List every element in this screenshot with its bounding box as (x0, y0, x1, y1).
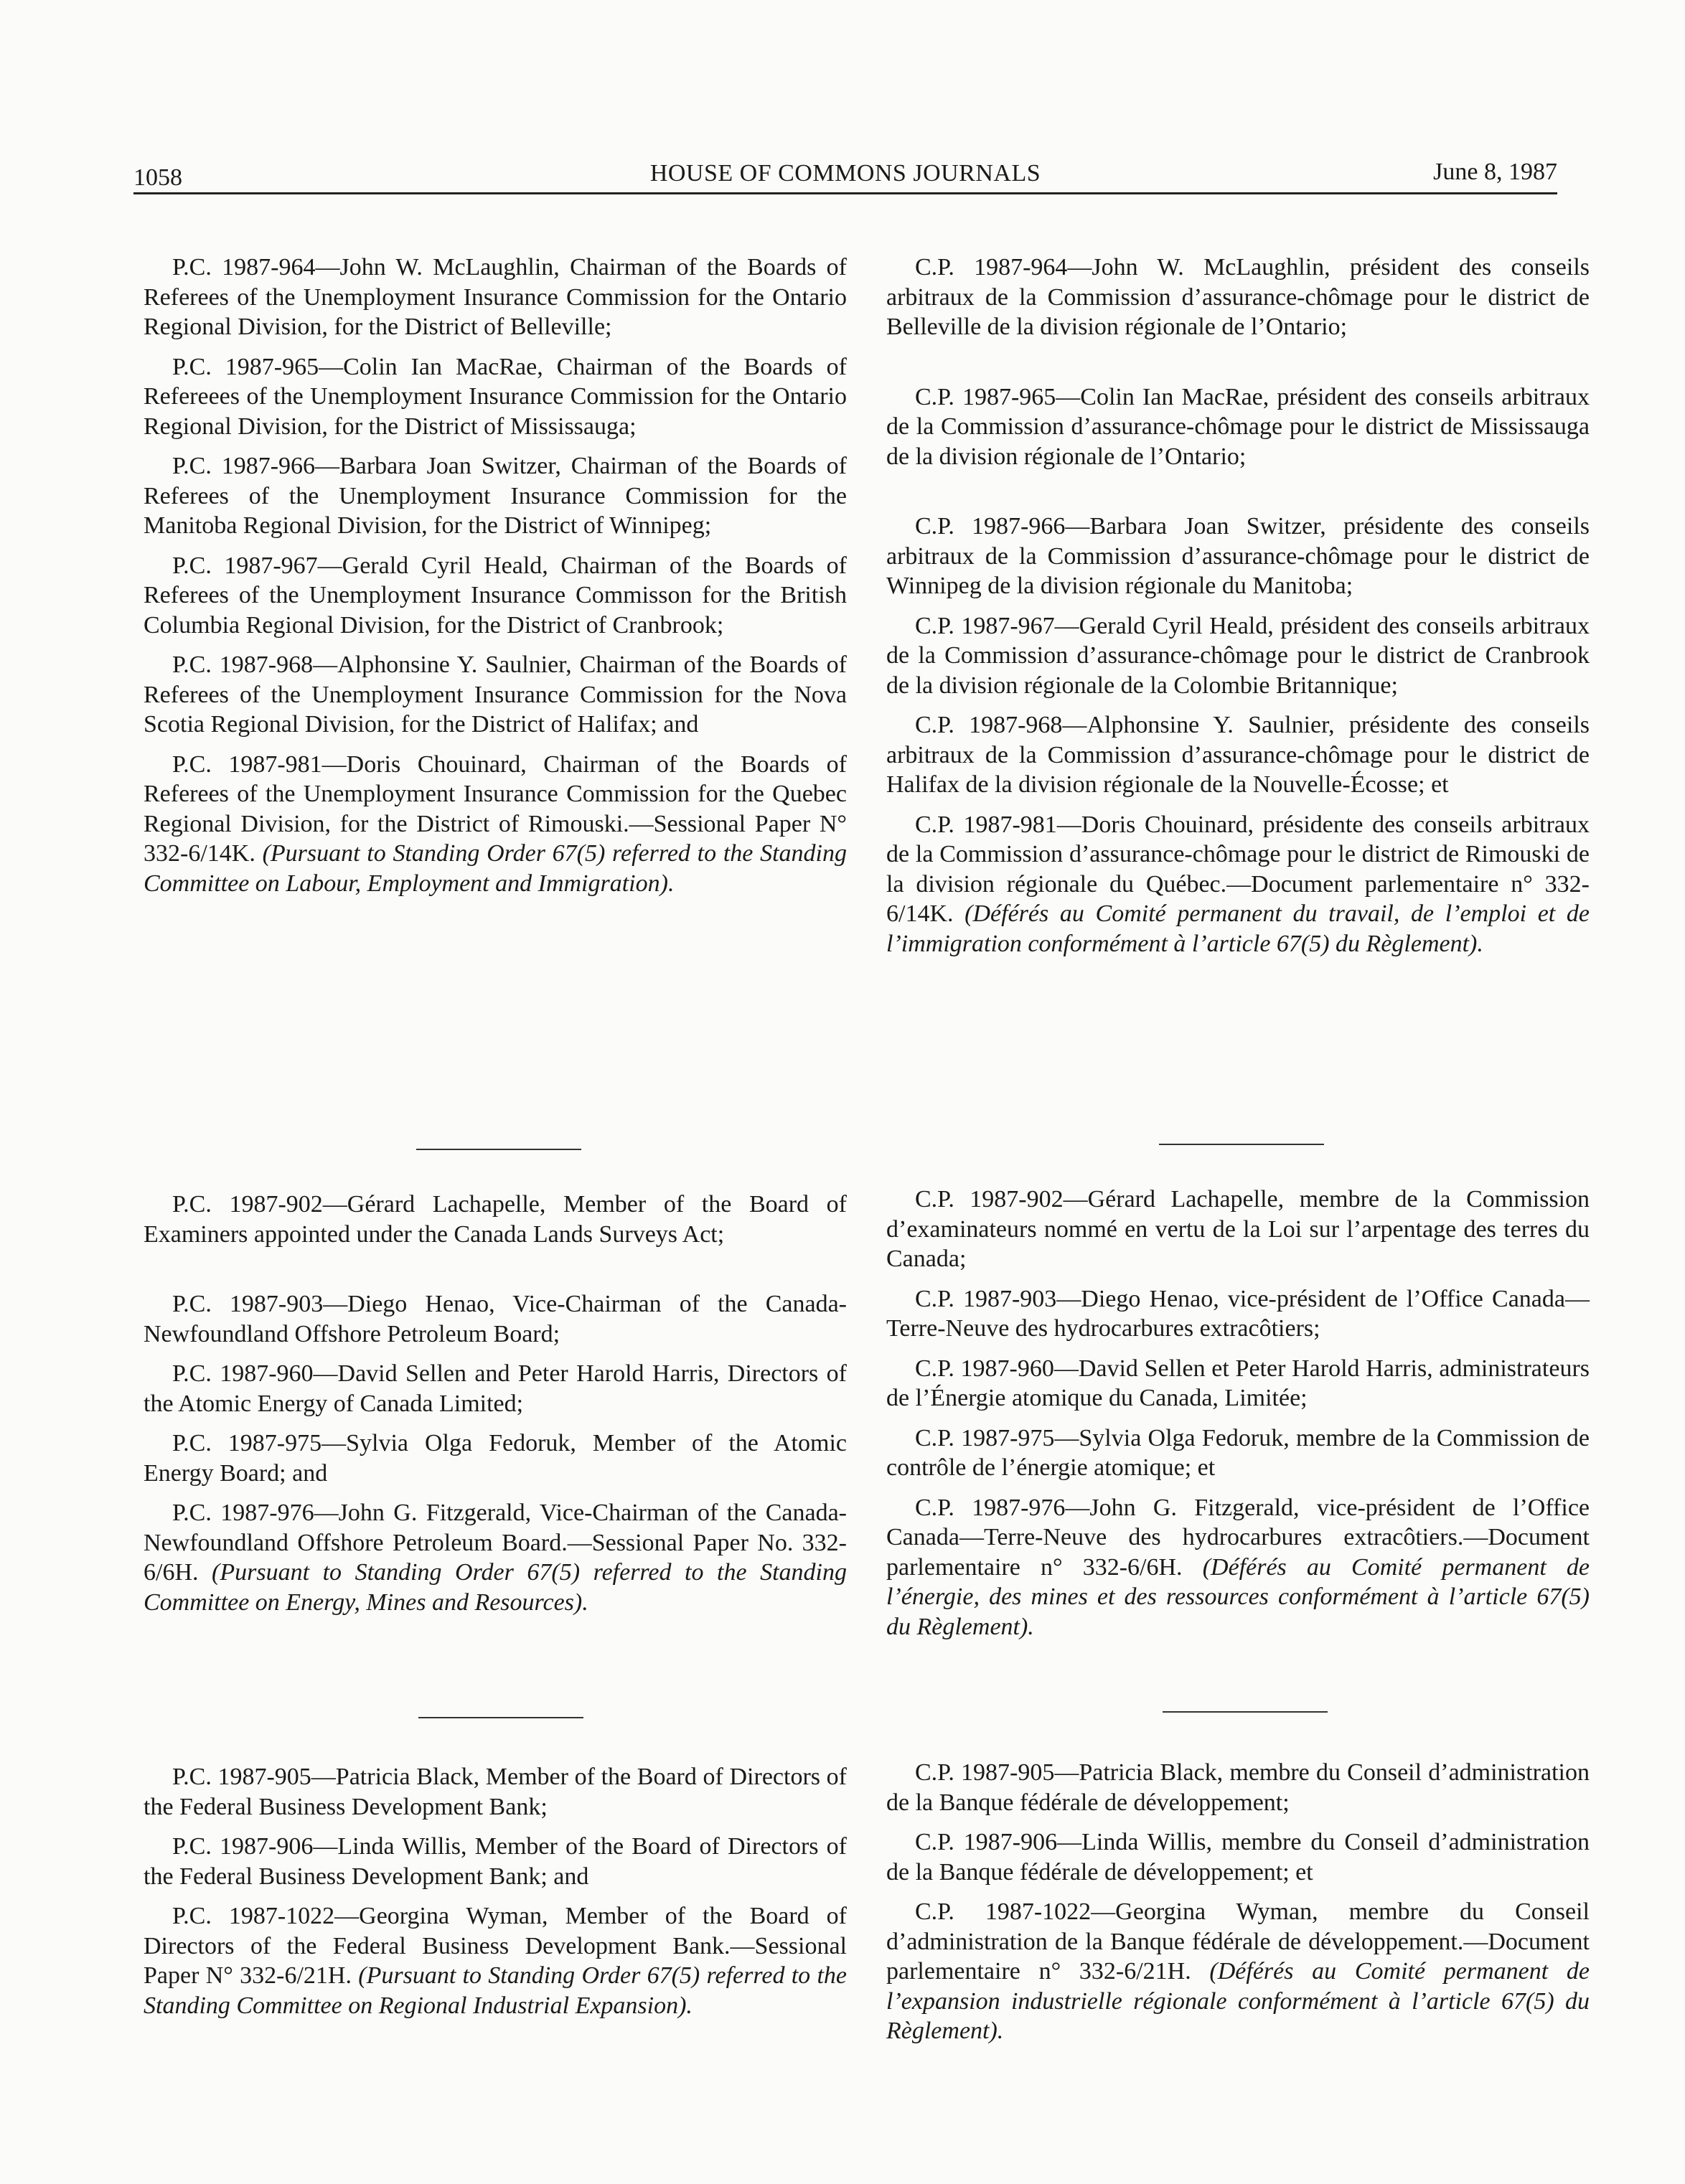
order-in-council-entry: C.P. 1987-903—Diego Henao, vice-président de l’Office Canada—Terre-Neuve des hydrocarbures extracôtiers; (886, 1285, 1590, 1342)
order-in-council-entry: C.P. 1987-1022—Georgina Wyman, membre du Conseil d’administration de la Banque fédérale de développement.—Document parlementaire n° 332-6/21H. (Déférés au Comité permanent de l’expansion industrielle régionale conformément à l’article 67(5) du Règlement). (886, 1898, 1590, 2044)
order-in-council-entry: P.C. 1987-903—Diego Henao, Vice-Chairman of the Canada-Newfoundland Offshore Petroleum Board; (144, 1291, 847, 1347)
journal-title: HOUSE OF COMMONS JOURNALS (649, 160, 1041, 187)
order-in-council-entry: C.P. 1987-902—Gérard Lachapelle, membre de la Commission d’examinateurs nommé en vertu de la Loi sur l’arpentage des terres du Canada; (886, 1186, 1590, 1272)
order-in-council-entry: P.C. 1987-965—Colin Ian MacRae, Chairman of the Boards of Refereees of the Unemployment Insurance Commission for the Ontario Regional Division, for the District of Mississauga; (144, 353, 847, 440)
order-in-council-entry: P.C. 1987-981—Doris Chouinard, Chairman of the Boards of Referees of the Unemployment Insurance Commission for the Quebec Regional Division, for the District of Rimouski.—Sessional Paper N° 332-6/14K. (Pursuant to Standing Order 67(5) referred to the Standing Committee on Labour, Employment and Immigration). (144, 750, 847, 897)
order-in-council-entry: P.C. 1987-905—Patricia Black, Member of the Board of Directors of the Federal Business Development Bank; (144, 1764, 847, 1820)
order-in-council-entry: C.P. 1987-976—John G. Fitzgerald, vice-président de l’Office Canada—Terre-Neuve des hydrocarbures extracôtiers.—Document parlementaire n° 332-6/6H. (Déférés au Comité permanent de l’énergie, des mines et des ressources conformément à l’article 67(5) du Règlement). (886, 1494, 1590, 1640)
section-2-french (886, 1185, 1590, 1642)
order-in-council-entry: C.P. 1987-968—Alphonsine Y. Saulnier, présidente des conseils arbitraux de la Commission d’assurance-chômage pour le district de Halifax de la division régionale de la Nouvelle-Écosse; et (886, 712, 1590, 798)
order-in-council-entry: C.P. 1987-964—John W. McLaughlin, président des conseils arbitraux de la Commission d’assurance-chômage pour le district de Belleville de la division régionale de l’Ontario; (886, 254, 1590, 340)
referral-note: (Déférés au Comité permanent de l’énergie, des mines et des ressources conformément à l’article 67(5) du Règlement). (886, 1553, 1590, 1640)
section-3-english (144, 1762, 847, 2020)
order-in-council-entry: C.P. 1987-960—David Sellen et Peter Harold Harris, administrateurs de l’Énergie atomique du Canada, Limitée; (886, 1355, 1590, 1411)
page-number: 1058 (133, 164, 182, 191)
section-divider (1159, 1144, 1324, 1145)
order-in-council-entry: P.C. 1987-906—Linda Willis, Member of the Board of Directors of the Federal Business Development Bank; and (144, 1833, 847, 1890)
referral-note: (Pursuant to Standing Order 67(5) referred to the Standing Committee on Regional Industrial Expansion). (144, 1962, 848, 2019)
page-header (133, 152, 1557, 194)
order-in-council-entry: P.C. 1987-966—Barbara Joan Switzer, Chairman of the Boards of Referees of the Unemployment Insurance Commission for the Manitoba Regional Division, for the District of Winnipeg; (144, 453, 847, 539)
order-in-council-entry: P.C. 1987-964—John W. McLaughlin, Chairman of the Boards of Referees of the Unemployment Insurance Commission for the Ontario Regional Division, for the District of Belleville; (144, 254, 847, 340)
order-in-council-entry: C.P. 1987-905—Patricia Black, membre du Conseil d’administration de la Banque fédérale de développement; (886, 1759, 1590, 1816)
order-in-council-entry: C.P. 1987-906—Linda Willis, membre du Conseil d’administration de la Banque fédérale de développement; et (886, 1829, 1590, 1886)
order-in-council-entry: C.P. 1987-981—Doris Chouinard, présidente des conseils arbitraux de la Commission d’assurance-chômage pour le district de Rimouski de la division régionale du Québec.—Document parlementaire n° 332-6/14K. (Déférés au Comité permanent du travail, de l’emploi et de l’immigration conformément à l’article 67(5) du Règlement). (886, 811, 1590, 957)
section-divider (418, 1717, 583, 1718)
referral-note: (Pursuant to Standing Order 67(5) referred to the Standing Committee on Energy, Mines and Resources). (144, 1559, 847, 1616)
order-in-council-entry: P.C. 1987-975—Sylvia Olga Fedoruk, Member of the Atomic Energy Board; and (144, 1430, 847, 1487)
order-in-council-entry: C.P. 1987-965—Colin Ian MacRae, président des conseils arbitraux de la Commission d’assurance-chômage pour le district de Mississauga de la division régionale de l’Ontario; (886, 383, 1590, 470)
order-in-council-entry: C.P. 1987-967—Gerald Cyril Heald, président des conseils arbitraux de la Commission d’assurance-chômage pour le district de Cranbrook de la division régionale de la Colombie Britannique; (886, 612, 1590, 699)
referral-note: (Déférés au Comité permanent du travail, de l’emploi et de l’immigration conformément à l’article 67(5) du Règlement). (886, 900, 1590, 957)
order-in-council-entry: P.C. 1987-968—Alphonsine Y. Saulnier, Chairman of the Boards of Referees of the Unemployment Insurance Commission for the Nova Scotia Regional Division, for the District of Halifax; and (144, 651, 847, 738)
order-in-council-entry: P.C. 1987-976—John G. Fitzgerald, Vice-Chairman of the Canada-Newfoundland Offshore Petroleum Board.—Sessional Paper No. 332-6/6H. (Pursuant to Standing Order 67(5) referred to the Standing Committee on Energy, Mines and Resources). (144, 1500, 847, 1616)
section-1-french (886, 253, 1590, 959)
order-in-council-entry: P.C. 1987-960—David Sellen and Peter Harold Harris, Directors of the Atomic Energy of Canada Limited; (144, 1360, 847, 1417)
section-2-english (144, 1190, 847, 1617)
section-divider (1163, 1711, 1328, 1713)
order-in-council-entry: C.P. 1987-966—Barbara Joan Switzer, présidente des conseils arbitraux de la Commission d’assurance-chômage pour le district de Winnipeg de la division régionale du Manitoba; (886, 513, 1590, 599)
section-1-english (144, 253, 847, 898)
order-in-council-entry: P.C. 1987-1022—Georgina Wyman, Member of the Board of Directors of the Federal Business Development Bank.—Sessional Paper N° 332-6/21H. (Pursuant to Standing Order 67(5) referred to the Standing Committee on Regional Industrial Expansion). (144, 1903, 848, 2019)
referral-note: (Déférés au Comité permanent de l’expansion industrielle régionale conformément à l’article 67(5) du Règlement). (886, 1958, 1590, 2044)
order-in-council-entry: P.C. 1987-902—Gérard Lachapelle, Member of the Board of Examiners appointed under the Canada Lands Surveys Act; (144, 1191, 847, 1248)
order-in-council-entry: P.C. 1987-967—Gerald Cyril Heald, Chairman of the Boards of Referees of the Unemployment Insurance Commisson for the British Columbia Regional Division, for the District of Cranbrook; (144, 552, 847, 639)
journal-date: June 8, 1987 (1433, 159, 1557, 185)
section-3-french (886, 1758, 1590, 2046)
referral-note: (Pursuant to Standing Order 67(5) referred to the Standing Committee on Labour, Employment and Immigration). (144, 840, 847, 897)
section-divider (416, 1149, 581, 1150)
order-in-council-entry: C.P. 1987-975—Sylvia Olga Fedoruk, membre de la Commission de contrôle de l’énergie atomique; et (886, 1424, 1590, 1481)
